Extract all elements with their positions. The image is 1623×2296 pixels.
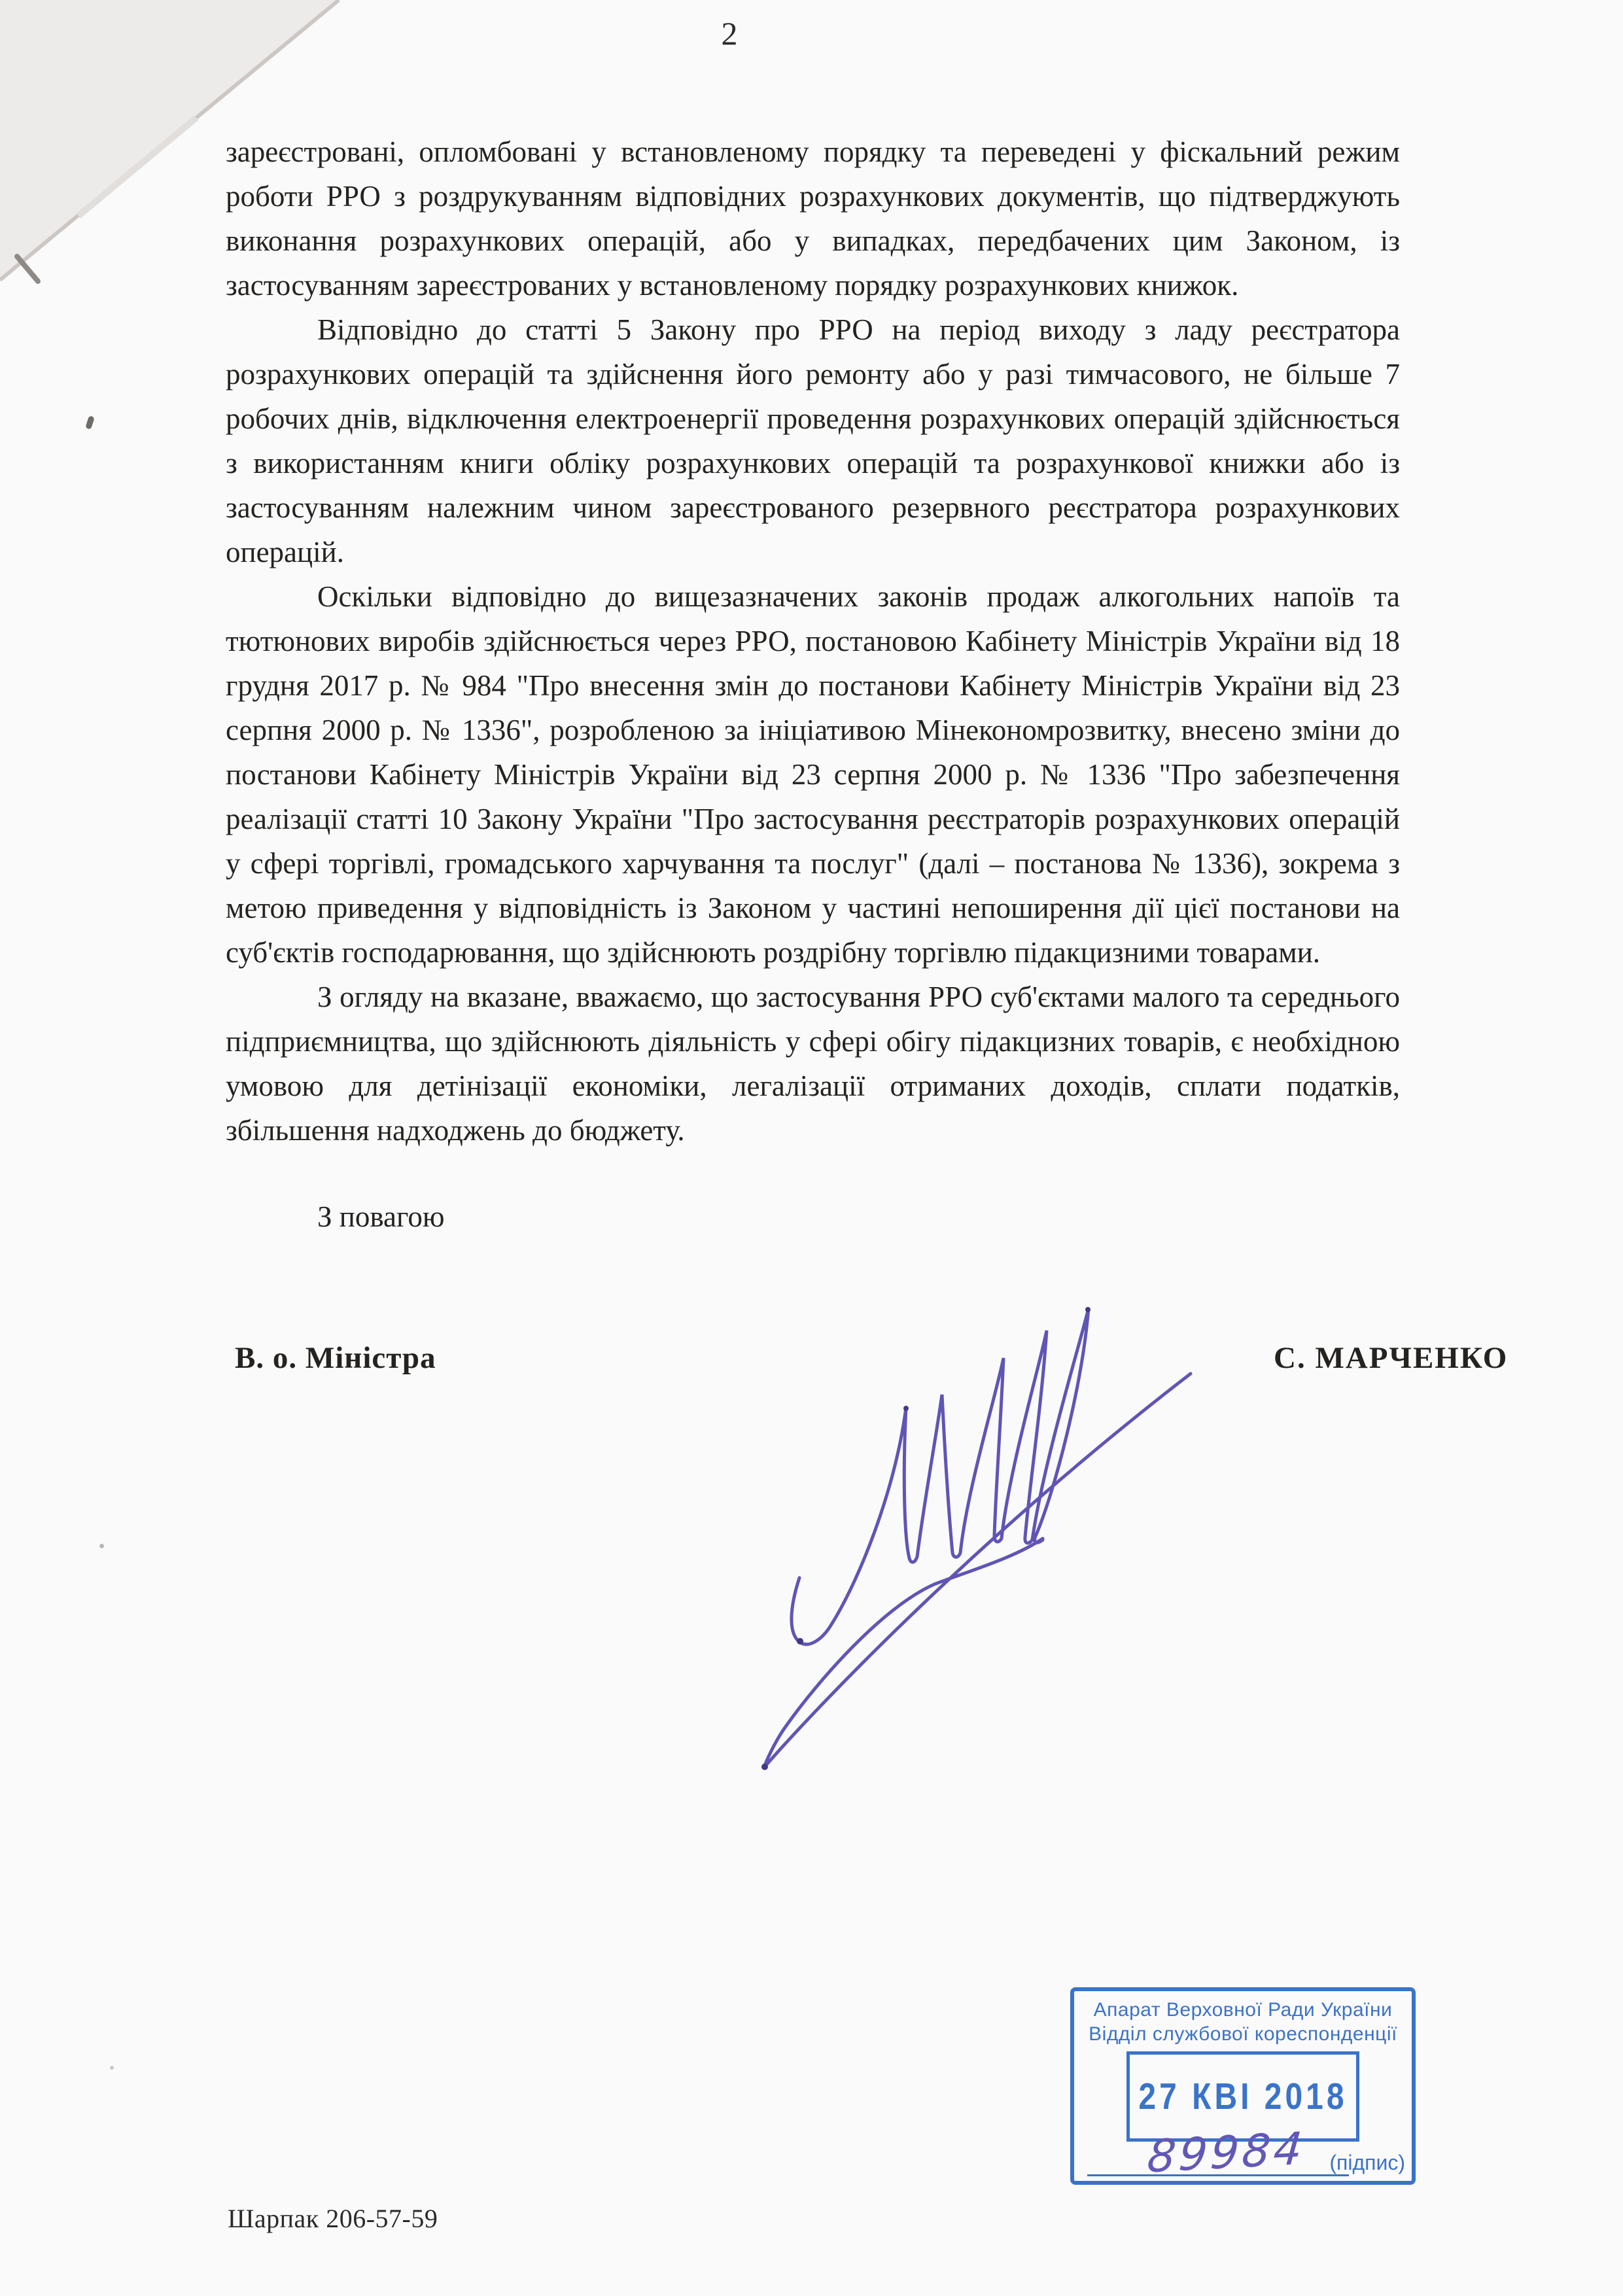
paragraph: зареєстровані, опломбовані у встановленому порядку та переведені у фіскальний режим роботи РРО з роздрукуванням відповідних розрахункових документів, що підтверджують виконання розрахункових операцій, або у випадках, передбачених цим Законом, із застосуванням зареєстрованих у встановленому порядку розрахункових книжок. [226,135,1400,302]
scan-speck [99,1544,104,1548]
scan-speck [110,2066,114,2070]
paragraph: Оскільки відповідно до вищезазначених законів продаж алкогольних напоїв та тютюнових виробів здійснюється через РРО, постановою Кабінету Міністрів України від 18 грудня 2017 р. № 984 "Про внесення змін до постанови Кабінету Міністрів України від 23 серпня 2000 р. № 1336", розробленою за ініціативою Мінекономрозвитку, внесено зміни до постанови Кабінету Міністрів України від 23 серпня 2000 р. № 1336 "Про забезпечення реалізації статті 10 Закону України "Про застосування реєстраторів розрахункових операцій у сфері торгівлі, громадського харчування та послуг" (далі – постанова № 1336), зокрема з метою приведення у відповідність із Законом у частині непоширення дії цієї постанови на суб'єктів господарювання, що здійснюють роздрібну торгівлю підакцизними товарами. [226,580,1400,969]
scan-speck [85,415,95,430]
paragraph: Відповідно до статті 5 Закону про РРО на період виходу з ладу реєстратора розрахункових операцій та здійснення його ремонту або у разі тимчасового, не більше 7 робочих днів, відключення електроенергії проведення розрахункових операцій здійснюється з використанням книги обліку розрахункових операцій та розрахункової книжки або із застосуванням належним чином зареєстрованого резервного реєстратора розрахункових операцій. [226,313,1400,568]
stamp-org-line2: Відділ службової кореспонденції [1089,2023,1397,2045]
page-number: 2 [721,15,738,52]
stamp-handwritten-number: 89984 [1145,2123,1308,2183]
handwritten-signature [687,1276,1243,1864]
signer-title: В. о. Міністра [235,1341,436,1375]
paragraph: З огляду на вказане, вважаємо, що застосування РРО суб'єктами малого та середнього підприємництва, що здійснюють діяльність у сфері обігу підакцизних товарів, є необхідною умовою для детінізації економіки, легалізації отриманих доходів, сплати податків, збільшення надходжень до бюджету. [226,981,1400,1147]
executor-reference: Шарпак 206-57-59 [228,2204,438,2233]
letter-body [226,130,1509,1382]
signer-name: С. МАРЧЕНКО [1274,1341,1509,1375]
stamp-date: 27 КВІ 2018 [1138,2076,1348,2117]
incoming-registration-stamp [1070,1987,1416,2185]
stamp-signature-label: (підпис) [1329,2151,1405,2174]
salutation: З повагою [317,1200,445,1233]
stamp-org-line1: Апарат Верховної Ради України [1093,1999,1393,2021]
